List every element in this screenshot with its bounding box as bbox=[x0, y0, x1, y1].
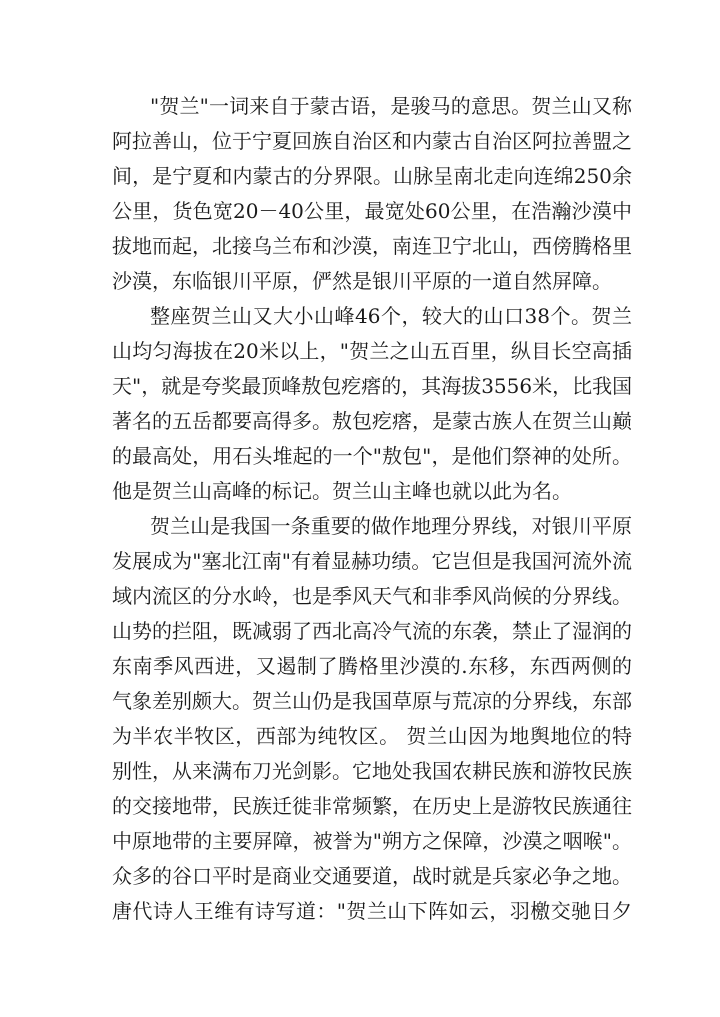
text-line: 众多的谷口平时是商业交通要道，战时就是兵家必争之地。 bbox=[112, 864, 632, 888]
text-line: 为半农半牧区，西部为纯牧区。 贺兰山因为地舆地位的特 bbox=[112, 724, 632, 748]
text-line: 天"，就是夸奖最顶峰敖包疙瘩的，其海拔3556米，比我国 bbox=[112, 374, 632, 398]
text-line: 公里，货色宽20－40公里，最宽处60公里，在浩瀚沙漠中 bbox=[112, 199, 632, 223]
text-line: 拔地而起，北接乌兰布和沙漠，南连卫宁北山，西傍腾格里 bbox=[112, 234, 632, 258]
text-line: 气象差别颇大。贺兰山仍是我国草原与荒凉的分界线，东部 bbox=[112, 689, 632, 713]
text-line: 整座贺兰山又大小山峰46个，较大的山口38个。贺兰 bbox=[150, 304, 632, 328]
text-line: 中原地带的主要屏障，被誉为"朔方之保障，沙漠之咽喉"。 bbox=[112, 829, 632, 853]
text-line: 他是贺兰山高峰的标记。贺兰山主峰也就以此为名。 bbox=[112, 479, 572, 503]
text-line: 沙漠，东临银川平原，俨然是银川平原的一道自然屏障。 bbox=[112, 269, 612, 293]
text-line: 阿拉善山，位于宁夏回族自治区和内蒙古自治区阿拉善盟之 bbox=[112, 129, 632, 153]
text-line: 的最高处，用石头堆起的一个"敖包"，是他们祭神的处所。 bbox=[112, 444, 632, 468]
text-line: 东南季风西进，又遏制了腾格里沙漠的.东移，东西两侧的 bbox=[112, 654, 632, 678]
text-line: 山势的拦阻，既减弱了西北高冷气流的东袭，禁止了湿润的 bbox=[112, 619, 632, 643]
text-line: 域内流区的分水岭，也是季风天气和非季风尚候的分界线。 bbox=[112, 584, 632, 608]
text-line: 发展成为"塞北江南"有着显赫功绩。它岂但是我国河流外流 bbox=[112, 549, 632, 573]
text-line: 著名的五岳都要高得多。敖包疙瘩，是蒙古族人在贺兰山巅 bbox=[112, 409, 632, 433]
text-line: 别性，从来满布刀光剑影。它地处我国农耕民族和游牧民族 bbox=[112, 759, 632, 783]
text-line: 的交接地带，民族迁徙非常频繁，在历史上是游牧民族通往 bbox=[112, 794, 632, 818]
text-line: 唐代诗人王维有诗写道："贺兰山下阵如云，羽檄交驰日夕 bbox=[112, 899, 632, 923]
text-line: 间，是宁夏和内蒙古的分界限。山脉呈南北走向连绵250余 bbox=[112, 164, 632, 188]
text-line: 山均匀海拔在20米以上，"贺兰之山五百里，纵目长空高插 bbox=[112, 339, 632, 363]
text-line: "贺兰"一词来自于蒙古语，是骏马的意思。贺兰山又称 bbox=[150, 94, 632, 118]
text-line: 贺兰山是我国一条重要的做作地理分界线，对银川平原 bbox=[150, 514, 632, 538]
